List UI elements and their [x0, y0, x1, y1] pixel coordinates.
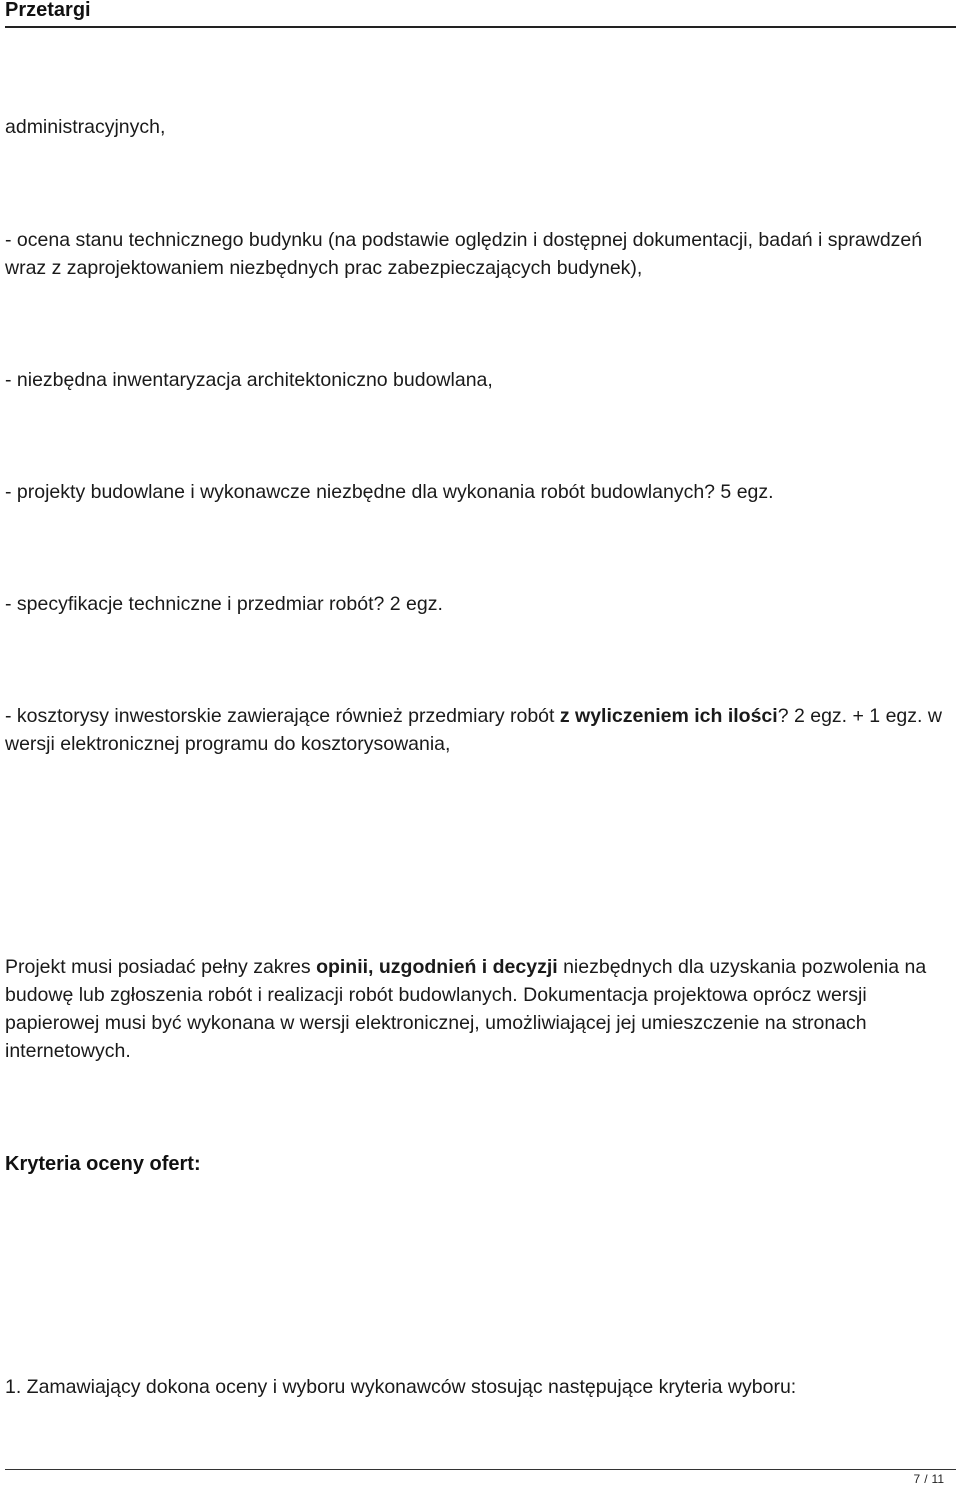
paragraph-administracyjnych: administracyjnych, — [5, 116, 166, 138]
projekt-text-2: niezbędnych dla uzyskania pozwolenia na budowę lub zgłoszenia robót i realizacji robót budowlanych. Dokumentacja projektowa oprócz wersji papierowej musi być wykonana w wersji elektronicznej, umożliwiającej jej umieszczenie na stronach internetowych. — [5, 956, 927, 1062]
paragraph-ocena-stanu: - ocena stanu technicznego budynku (na podstawie oględzin i dostępnej dokumentacji, badań i sprawdzeń wraz z zaprojektowaniem niezbędnych prac zabezpieczających budynek), — [5, 229, 923, 279]
page-total: 11 — [931, 1472, 944, 1486]
kosztorysy-text-1: - kosztorysy inwestorskie zawierające również przedmiary robót — [5, 705, 560, 727]
page-number — [914, 1472, 945, 1486]
page-footer — [5, 1469, 956, 1486]
paragraph-specyfikacje: - specyfikacje techniczne i przedmiar robót? 2 egz. — [5, 593, 443, 615]
paragraph-projekt-musi — [5, 953, 955, 1065]
kosztorysy-bold: z wyliczeniem ich ilości — [559, 705, 778, 727]
header-title: Przetargi — [5, 0, 91, 21]
projekt-text-1: Projekt musi posiadać pełny zakres — [5, 956, 317, 978]
page-separator: / — [924, 1472, 928, 1486]
kosztorysy-text-2: ? 2 egz. + 1 egz. w wersji elektronicznej programu do kosztorysowania, — [5, 705, 942, 755]
heading-kryteria: Kryteria oceny ofert: — [5, 1153, 201, 1175]
page-header — [5, 0, 956, 28]
paragraph-inwentaryzacja: - niezbędna inwentaryzacja architektoniczno budowlana, — [5, 369, 493, 391]
page-current: 7 — [913, 1472, 921, 1486]
paragraph-zamawiajacy: 1. Zamawiający dokona oceny i wyboru wykonawców stosując następujące kryteria wyboru: — [5, 1376, 797, 1398]
paragraph-projekty-budowlane: - projekty budowlane i wykonawcze niezbędne dla wykonania robót budowlanych? 5 egz. — [5, 481, 774, 503]
paragraph-kosztorysy — [5, 702, 955, 758]
projekt-bold: opinii, uzgodnień i decyzji — [316, 956, 558, 978]
